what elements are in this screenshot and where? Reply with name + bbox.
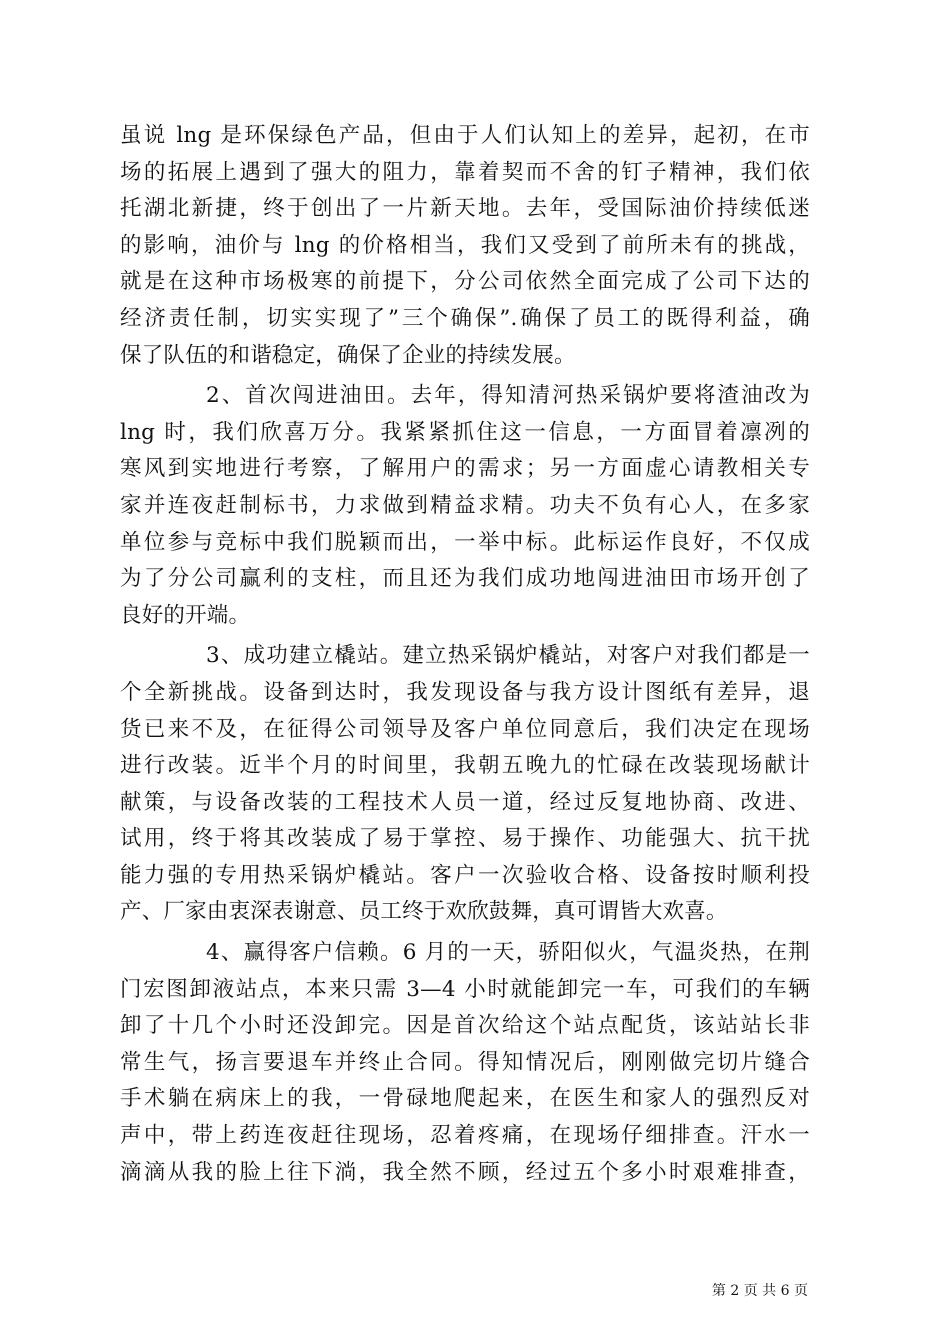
paragraph-line: 就是在这种市场极寒的前提下，分公司依然全面完成了公司下达的 xyxy=(120,269,810,295)
paragraph-line: 进行改装。近半个月的时间里，我朝五晚九的忙碌在改装现场献计 xyxy=(120,753,810,779)
paragraph-line: 能力强的专用热采锅炉橇站。客户一次验收合格、设备按时顺利投 xyxy=(120,862,810,888)
paragraph-line: 声中，带上药连夜赶往现场，忍着疼痛，在现场仔细排查。汗水一 xyxy=(120,1123,810,1149)
document-body xyxy=(120,118,810,1191)
paragraph-line: 门宏图卸液站点，本来只需 3—4 小时就能卸完一车，可我们的车辆 xyxy=(120,976,810,1002)
paragraph-2 xyxy=(120,378,810,634)
paragraph-line: 经济责任制，切实实现了”三个确保”.确保了员工的既得利益，确 xyxy=(120,305,810,331)
paragraph-line: 寒风到实地进行考察，了解用户的需求；另一方面虚心请教相关专 xyxy=(120,456,810,482)
paragraph-3 xyxy=(120,638,810,931)
page-number: 第 2 页 共 6 页 xyxy=(711,1283,808,1299)
paragraph-line: 保了队伍的和谐稳定，确保了企业的持续发展。 xyxy=(120,342,576,368)
paragraph-line: 的影响，油价与 lng 的价格相当，我们又受到了前所未有的挑战， xyxy=(120,232,810,258)
paragraph-4 xyxy=(120,935,810,1191)
paragraph-line: 4、赢得客户信赖。6 月的一天，骄阳似火，气温炎热，在荆 xyxy=(206,940,810,966)
paragraph-line: 2、首次闯进油田。去年，得知清河热采锅炉要将渣油改为 xyxy=(206,383,810,409)
paragraph-line: 卸了十几个小时还没卸完。因是首次给这个站点配货，该站站长非 xyxy=(120,1013,810,1039)
paragraph-line: 场的拓展上遇到了强大的阻力，靠着契而不舍的钉子精神，我们依 xyxy=(120,159,810,185)
paragraph-line: 货已来不及，在征得公司领导及客户单位同意后，我们决定在现场 xyxy=(120,716,810,742)
paragraph-line: 家并连夜赶制标书，力求做到精益求精。功夫不负有心人，在多家 xyxy=(120,492,810,518)
paragraph-line: 手术躺在病床上的我，一骨碌地爬起来，在医生和家人的强烈反对 xyxy=(120,1086,810,1112)
paragraph-line: 为了分公司赢利的支柱，而且还为我们成功地闯进油田市场开创了 xyxy=(120,566,810,592)
paragraph-line: 献策，与设备改装的工程技术人员一道，经过反复地协商、改进、 xyxy=(120,789,810,815)
paragraph-line: 托湖北新捷，终于创出了一片新天地。去年，受国际油价持续低迷 xyxy=(120,196,810,222)
paragraph-line: lng 时，我们欣喜万分。我紧紧抓住这一信息，一方面冒着凛冽的 xyxy=(120,419,810,445)
paragraph-line: 个全新挑战。设备到达时，我发现设备与我方设计图纸有差异，退 xyxy=(120,679,810,705)
paragraph-line: 滴滴从我的脸上往下淌，我全然不顾，经过五个多小时艰难排查， xyxy=(120,1159,810,1185)
paragraph-line: 虽说 lng 是环保绿色产品，但由于人们认知上的差异，起初，在市 xyxy=(120,123,810,148)
paragraph-1 xyxy=(120,118,810,374)
paragraph-line: 常生气，扬言要退车并终止合同。得知情况后，刚刚做完切片缝合 xyxy=(120,1049,810,1075)
paragraph-line: 3、成功建立橇站。建立热采锅炉橇站，对客户对我们都是一 xyxy=(206,643,810,669)
paragraph-line: 产、厂家由衷深表谢意、员工终于欢欣鼓舞，真可谓皆大欢喜。 xyxy=(120,899,728,925)
paragraph-line: 试用，终于将其改装成了易于掌控、易于操作、功能强大、抗干扰 xyxy=(120,826,810,852)
paragraph-line: 良好的开端。 xyxy=(120,602,251,628)
paragraph-line: 单位参与竞标中我们脱颖而出，一举中标。此标运作良好，不仅成 xyxy=(120,529,810,555)
